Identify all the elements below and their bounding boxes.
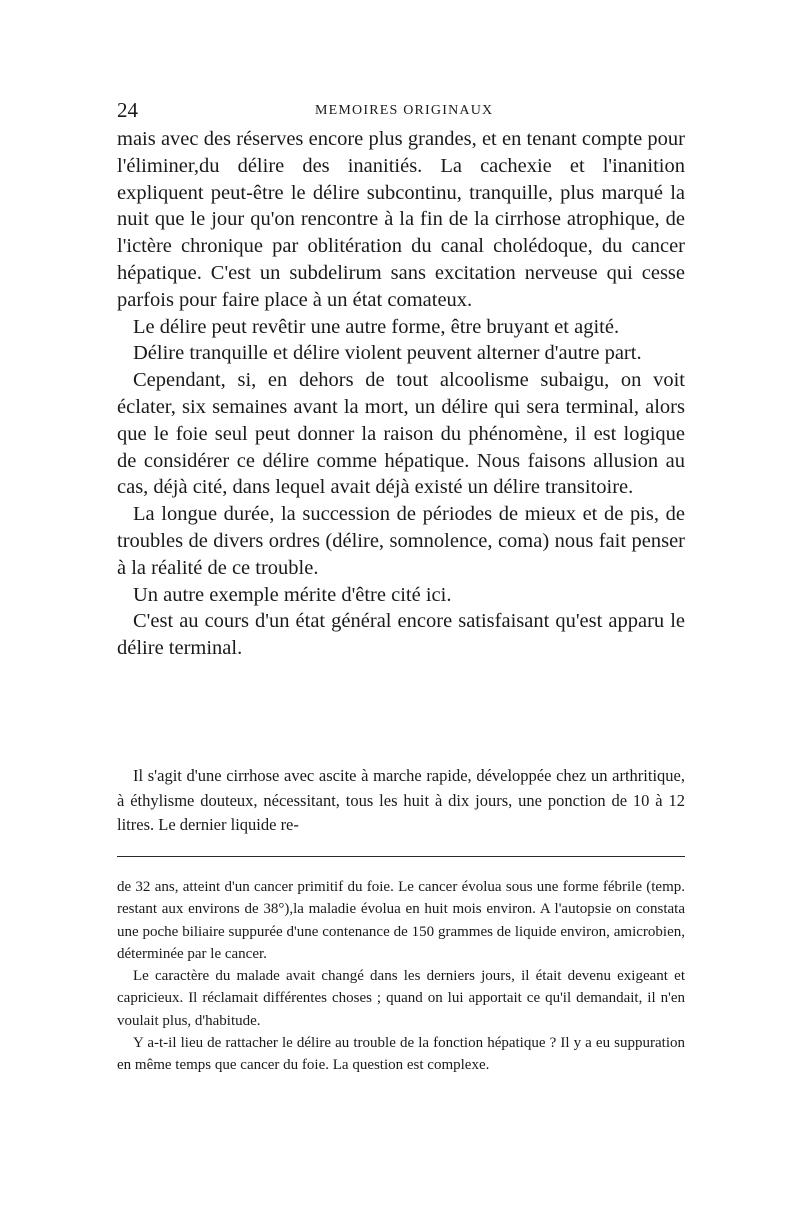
footnotes (117, 876, 685, 1077)
page-number: 24 (117, 98, 138, 122)
paragraph-6: Un autre exemple mérite d'être cité ici. (133, 583, 452, 606)
paragraph-5: La longue durée, la succession de périodes de mieux et de pis, de troubles de divers ordres (délire, somnolence, coma) nous fait penser à la réalité de ce trouble. (117, 503, 685, 579)
running-title: MEMOIRES ORIGINAUX (315, 103, 494, 118)
case-paragraph: Il s'agit d'une cirrhose avec ascite à marche rapide, développée chez un arthritique, à éthylisme douteux, nécessitant, tous les huit à dix jours, une ponction de 10 à 12 litres. Le dernier liquide re- (117, 766, 685, 835)
paragraph-7: C'est au cours d'un état général encore satisfaisant qu'est apparu le délire terminal. (117, 610, 685, 660)
paragraph-4: Cependant, si, en dehors de tout alcoolisme subaigu, on voit éclater, six semaines avant la mort, un délire qui sera terminal, alors que le foie seul peut donner la raison du phénomène, il est logique de considérer ce délire comme hépatique. Nous faisons allusion au cas, déjà cité, dans lequel avait déjà existé un délire transitoire. (117, 369, 685, 499)
paragraph-3: Délire tranquille et délire violent peuvent alterner d'autre part. (133, 342, 642, 365)
paragraph-1: mais avec des réserves encore plus grandes, et en tenant compte pour l'éliminer,du délire des inanitiés. La cachexie et l'inanition expliquent peut-être le délire subcontinu, tranquille, plus marqué la nuit que le jour qu'on rencontre à la fin de la cirrhose atrophique, de l'ictère chronique par oblitération du canal cholédoque, du cancer hépatique. C'est un subdelirum sans excitation nerveuse qui cesse parfois pour faire place à un état comateux. (117, 128, 685, 311)
footnote-paragraph-2: Le caractère du malade avait changé dans les derniers jours, il était devenu exigeant et capricieux. Il réclamait différentes choses ; quand on lui apportait ce qu'il demandait, il n'en voulait plus, d'habitude. (117, 968, 685, 1029)
running-header (117, 98, 685, 122)
case-observation (117, 764, 685, 838)
footnote-paragraph-1: de 32 ans, atteint d'un cancer primitif du foie. Le cancer évolua sous une forme fébrile (temp. restant aux environs de 38°),la maladie évolua en huit mois environ. A l'autopsie on constata une poche biliaire suppurée d'une contenance de 150 grammes de liquide environ, amicrobien, déterminée par le cancer. (117, 879, 685, 962)
main-text (117, 126, 685, 662)
paragraph-2: Le délire peut revêtir une autre forme, être bruyant et agité. (133, 315, 620, 338)
footnote-divider (117, 856, 685, 857)
footnote-paragraph-3: Y a-t-il lieu de rattacher le délire au trouble de la fonction hépatique ? Il y a eu suppuration en même temps que cancer du foie. La question est complexe. (117, 1035, 685, 1074)
